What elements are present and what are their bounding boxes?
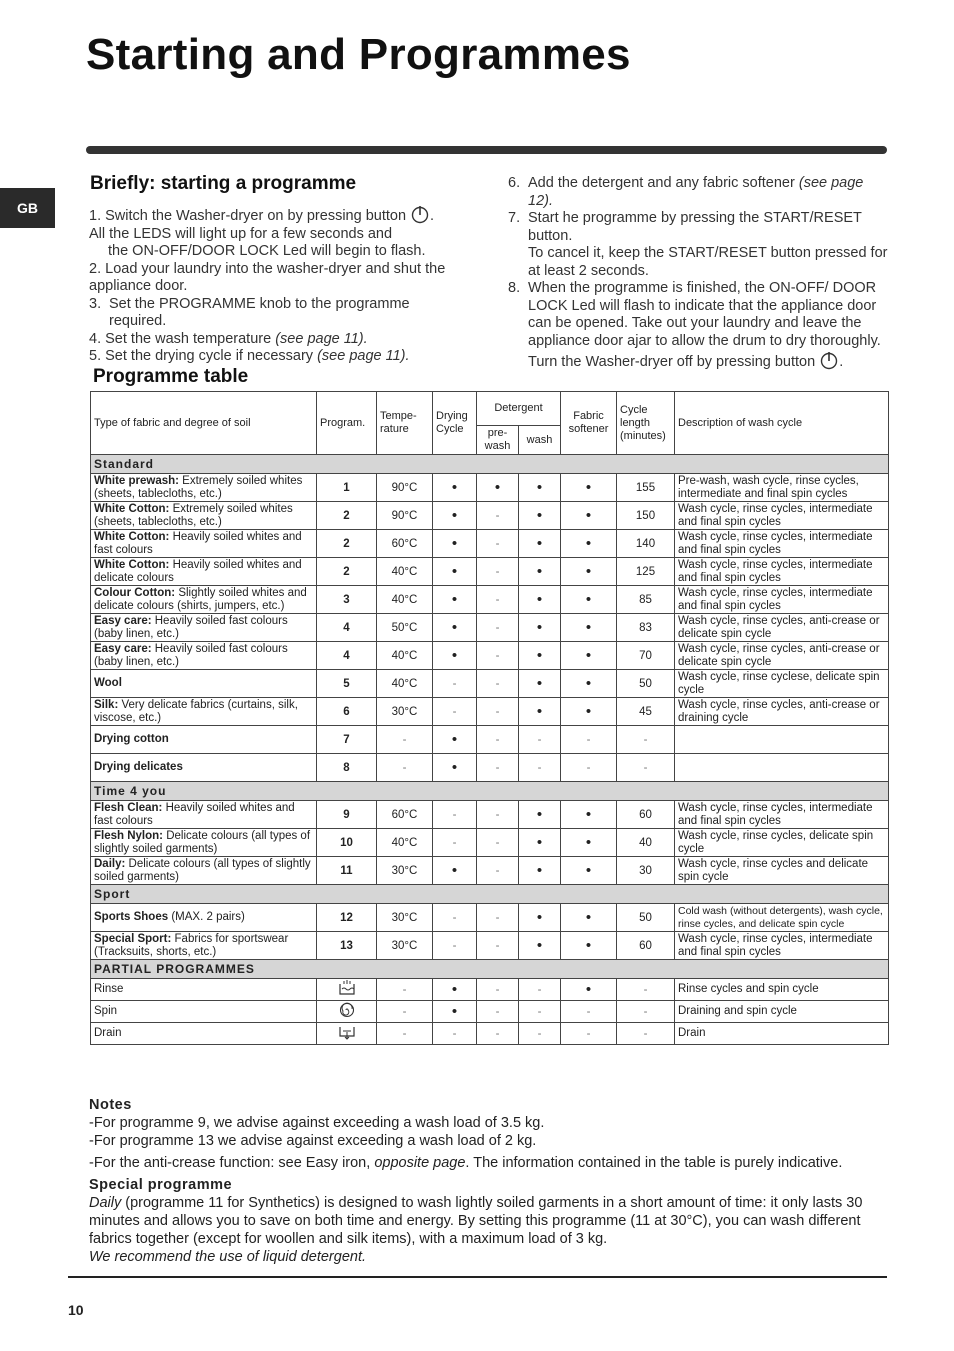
temperature-cell: 90°C <box>377 474 433 502</box>
drying-cell: • <box>433 530 477 558</box>
prewash-cell: - <box>477 614 519 642</box>
table-row <box>91 726 889 754</box>
program-number: 2 <box>317 502 377 530</box>
table-row <box>91 586 889 614</box>
special-programme-heading: Special programme <box>89 1177 233 1193</box>
softener-cell: • <box>561 558 617 586</box>
drying-cell: - <box>433 829 477 857</box>
drying-cell: - <box>433 1023 477 1045</box>
header-cycle-length: Cycle length (minutes) <box>617 392 675 455</box>
fabric-cell: Flesh Clean: Heavily soiled whites and fast colours <box>91 801 317 829</box>
prewash-cell: - <box>477 698 519 726</box>
cycle-length-cell: 140 <box>617 530 675 558</box>
drying-cell: • <box>433 558 477 586</box>
prewash-cell: - <box>477 829 519 857</box>
cycle-length-cell: 45 <box>617 698 675 726</box>
program-number: 6 <box>317 698 377 726</box>
fabric-cell: Flesh Nylon: Delicate colours (all types of slightly soiled garments) <box>91 829 317 857</box>
table-row <box>91 614 889 642</box>
prewash-cell: - <box>477 904 519 932</box>
table-section-header <box>91 885 889 904</box>
softener-cell: • <box>561 670 617 698</box>
temperature-cell: 30°C <box>377 698 433 726</box>
description-cell: Wash cycle, rinse cycles, intermediate and final spin cycles <box>675 586 889 614</box>
temperature-cell: - <box>377 754 433 782</box>
step-8: 8. When the programme is finished, the ON-OFF/ DOOR LOCK Led will flash to indicate that the appliance door can be opened. Take out your laundry and leave the appliance door ajar to allow the drum to dry thoroughly. Turn the Washer-dryer off by pressing button . <box>508 280 881 370</box>
program-number: 12 <box>317 904 377 932</box>
temperature-cell: 40°C <box>377 558 433 586</box>
header-wash: wash <box>519 426 561 455</box>
page-number: 10 <box>68 1302 84 1318</box>
cycle-length-cell: 60 <box>617 801 675 829</box>
step-1: 1. Switch the Washer-dryer on by pressing button . <box>89 204 469 226</box>
cycle-length-cell: - <box>617 979 675 1001</box>
temperature-cell: 60°C <box>377 801 433 829</box>
header-description: Description of wash cycle <box>675 392 889 455</box>
program-number: 4 <box>317 642 377 670</box>
notes-heading: Notes <box>89 1097 132 1113</box>
description-cell: Wash cycle, rinse cyclese, delicate spin cycle <box>675 670 889 698</box>
drying-cell: - <box>433 801 477 829</box>
section-label: Standard <box>91 455 889 474</box>
fabric-cell: Drying delicates <box>91 754 317 782</box>
drying-cell: • <box>433 614 477 642</box>
temperature-cell: 40°C <box>377 642 433 670</box>
softener-cell: • <box>561 979 617 1001</box>
table-row <box>91 1001 889 1023</box>
wash-cell: • <box>519 530 561 558</box>
header-drying: Drying Cycle <box>433 392 477 455</box>
step-2: 2. Load your laundry into the washer-dryer and shut the appliance door. <box>89 260 446 294</box>
description-cell: Wash cycle, rinse cycles, intermediate and final spin cycles <box>675 932 889 960</box>
temperature-cell: - <box>377 1001 433 1023</box>
fabric-cell: White Cotton: Heavily soiled whites and delicate colours <box>91 558 317 586</box>
program-number: 2 <box>317 530 377 558</box>
step-6: 6. Add the detergent and any fabric softener (see page 12). <box>508 175 864 209</box>
description-cell: Wash cycle, rinse cycles, intermediate and final spin cycles <box>675 530 889 558</box>
softener-cell: • <box>561 530 617 558</box>
bottom-rule <box>68 1276 887 1278</box>
description-cell: Wash cycle, rinse cycles, intermediate and final spin cycles <box>675 502 889 530</box>
temperature-cell: - <box>377 979 433 1001</box>
programme-table-heading: Programme table <box>93 366 249 387</box>
table-row <box>91 558 889 586</box>
softener-cell: - <box>561 754 617 782</box>
prewash-cell: - <box>477 754 519 782</box>
step-1-line3: the ON-OFF/DOOR LOCK Led will begin to flash. <box>108 243 426 259</box>
prewash-cell: - <box>477 558 519 586</box>
description-cell: Cold wash (without detergents), wash cycle, rinse cycles, and delicate spin cycle <box>675 904 889 932</box>
cycle-length-cell: 50 <box>617 670 675 698</box>
header-detergent: Detergent <box>477 392 561 426</box>
cycle-length-cell: - <box>617 754 675 782</box>
brief-steps-left <box>89 204 469 366</box>
drying-cell: • <box>433 979 477 1001</box>
drain-icon <box>317 1023 377 1045</box>
prewash-cell: - <box>477 726 519 754</box>
table-row <box>91 829 889 857</box>
description-cell: Pre-wash, wash cycle, rinse cycles, intermediate and final spin cycles <box>675 474 889 502</box>
cycle-length-cell: - <box>617 726 675 754</box>
wash-cell: • <box>519 932 561 960</box>
fabric-cell: Drain <box>91 1023 317 1045</box>
drying-cell: - <box>433 904 477 932</box>
brief-steps-right <box>508 175 888 372</box>
header-prewash: pre-wash <box>477 426 519 455</box>
step-5: 5. Set the drying cycle if necessary (see page 11). <box>89 348 410 364</box>
program-number: 9 <box>317 801 377 829</box>
description-cell: Drain <box>675 1023 889 1045</box>
note-item: -For programme 9, we advise against exceeding a wash load of 3.5 kg. <box>89 1115 545 1131</box>
drying-cell: • <box>433 474 477 502</box>
drying-cell: - <box>433 670 477 698</box>
softener-cell: • <box>561 829 617 857</box>
fabric-cell: Drying cotton <box>91 726 317 754</box>
drying-cell: • <box>433 502 477 530</box>
cycle-length-cell: 150 <box>617 502 675 530</box>
softener-cell: - <box>561 1001 617 1023</box>
wash-cell: • <box>519 904 561 932</box>
program-number: 8 <box>317 754 377 782</box>
wash-cell: - <box>519 1001 561 1023</box>
table-row <box>91 698 889 726</box>
softener-cell: • <box>561 502 617 530</box>
wash-cell: • <box>519 642 561 670</box>
language-tab: GB <box>0 188 55 228</box>
description-cell: Wash cycle, rinse cycles, delicate spin cycle <box>675 829 889 857</box>
programme-table <box>90 391 889 1045</box>
temperature-cell: 30°C <box>377 904 433 932</box>
section-label: PARTIAL PROGRAMMES <box>91 960 889 979</box>
softener-cell: • <box>561 801 617 829</box>
table-row <box>91 502 889 530</box>
fabric-cell: Easy care: Heavily soiled fast colours (baby linen, etc.) <box>91 642 317 670</box>
table-row <box>91 642 889 670</box>
description-cell: Wash cycle, rinse cycles, intermediate and final spin cycles <box>675 801 889 829</box>
drying-cell: • <box>433 586 477 614</box>
prewash-cell: - <box>477 1001 519 1023</box>
temperature-cell: 60°C <box>377 530 433 558</box>
description-cell <box>675 726 889 754</box>
table-row <box>91 474 889 502</box>
table-row <box>91 904 889 932</box>
table-row <box>91 801 889 829</box>
temperature-cell: 40°C <box>377 670 433 698</box>
softener-cell: • <box>561 614 617 642</box>
drying-cell: • <box>433 1001 477 1023</box>
description-cell: Draining and spin cycle <box>675 1001 889 1023</box>
table-row <box>91 1023 889 1045</box>
spin-icon <box>317 1001 377 1023</box>
program-number: 13 <box>317 932 377 960</box>
fabric-cell: Daily: Delicate colours (all types of slightly soiled garments) <box>91 857 317 885</box>
fabric-cell: Sports Shoes (MAX. 2 pairs) <box>91 904 317 932</box>
temperature-cell: 90°C <box>377 502 433 530</box>
softener-cell: - <box>561 1023 617 1045</box>
notes <box>89 1096 889 1266</box>
wash-cell: • <box>519 474 561 502</box>
table-row <box>91 530 889 558</box>
prewash-cell: - <box>477 801 519 829</box>
cycle-length-cell: 85 <box>617 586 675 614</box>
description-cell: Wash cycle, rinse cycles, anti-crease or delicate spin cycle <box>675 642 889 670</box>
page-title: Starting and Programmes <box>86 30 631 79</box>
table-row <box>91 932 889 960</box>
drying-cell: - <box>433 932 477 960</box>
drying-cell: - <box>433 698 477 726</box>
wash-cell: - <box>519 726 561 754</box>
prewash-cell: - <box>477 642 519 670</box>
program-number: 11 <box>317 857 377 885</box>
program-number: 3 <box>317 586 377 614</box>
programme-table-body <box>91 455 889 1045</box>
wash-cell: • <box>519 829 561 857</box>
wash-cell: • <box>519 670 561 698</box>
temperature-cell: 40°C <box>377 829 433 857</box>
cycle-length-cell: 155 <box>617 474 675 502</box>
note-item: -For programme 13 we advise against exceeding a wash load of 2 kg. <box>89 1133 537 1149</box>
softener-cell: - <box>561 726 617 754</box>
wash-cell: • <box>519 857 561 885</box>
drying-cell: • <box>433 642 477 670</box>
drying-cell: • <box>433 726 477 754</box>
table-row <box>91 670 889 698</box>
fabric-cell: Spin <box>91 1001 317 1023</box>
program-number: 2 <box>317 558 377 586</box>
table-row <box>91 979 889 1001</box>
temperature-cell: 30°C <box>377 932 433 960</box>
description-cell: Wash cycle, rinse cycles, intermediate and final spin cycles <box>675 558 889 586</box>
softener-cell: • <box>561 932 617 960</box>
drying-cell: • <box>433 857 477 885</box>
header-fabric: Type of fabric and degree of soil <box>91 392 317 455</box>
fabric-cell: White prewash: Extremely soiled whites (sheets, tablecloths, etc.) <box>91 474 317 502</box>
power-icon <box>410 204 430 224</box>
cycle-length-cell: 60 <box>617 932 675 960</box>
wash-cell: - <box>519 979 561 1001</box>
softener-cell: • <box>561 698 617 726</box>
table-row <box>91 754 889 782</box>
note-anticrease: -For the anti-crease function: see Easy iron, opposite page. The information contained in the table is purely indicative. <box>89 1155 843 1171</box>
wash-cell: • <box>519 558 561 586</box>
wash-cell: • <box>519 614 561 642</box>
prewash-cell: - <box>477 530 519 558</box>
fabric-cell: White Cotton: Extremely soiled whites (sheets, tablecloths, etc.) <box>91 502 317 530</box>
wash-cell: • <box>519 586 561 614</box>
title-rule <box>86 146 887 154</box>
temperature-cell: - <box>377 1023 433 1045</box>
program-number: 7 <box>317 726 377 754</box>
cycle-length-cell: - <box>617 1023 675 1045</box>
fabric-cell: Rinse <box>91 979 317 1001</box>
program-number: 1 <box>317 474 377 502</box>
softener-cell: • <box>561 642 617 670</box>
section-label: Time 4 you <box>91 782 889 801</box>
softener-cell: • <box>561 857 617 885</box>
step-7: 7. Start he programme by pressing the START/RESET button. To cancel it, keep the START/RESET button pressed for at least 2 seconds. <box>508 210 888 279</box>
table-section-header <box>91 960 889 979</box>
rinse-icon <box>317 979 377 1001</box>
softener-cell: • <box>561 586 617 614</box>
cycle-length-cell: - <box>617 1001 675 1023</box>
fabric-cell: Wool <box>91 670 317 698</box>
wash-cell: - <box>519 754 561 782</box>
brief-heading: Briefly: starting a programme <box>90 173 357 194</box>
description-cell <box>675 754 889 782</box>
header-program: Program. <box>317 392 377 455</box>
fabric-cell: Easy care: Heavily soiled fast colours (baby linen, etc.) <box>91 614 317 642</box>
step-1-line2: All the LEDS will light up for a few seconds and <box>89 225 393 242</box>
prewash-cell: - <box>477 979 519 1001</box>
table-section-header <box>91 782 889 801</box>
header-temperature: Tempe-rature <box>377 392 433 455</box>
power-icon <box>819 350 839 370</box>
program-number: 5 <box>317 670 377 698</box>
prewash-cell: - <box>477 932 519 960</box>
fabric-cell: White Cotton: Heavily soiled whites and fast colours <box>91 530 317 558</box>
cycle-length-cell: 30 <box>617 857 675 885</box>
step-3: 3. Set the PROGRAMME knob to the programme required. <box>89 295 410 329</box>
special-programme-text: Daily (programme 11 for Synthetics) is designed to wash lightly soiled garments in a short amount of time: it only lasts 30 minutes and allows you to save on both time and energy. By setting this programme (11 at 30°C), you can wash different fabrics together (except for woollen and silk items), with a maximum load of 3 kg. <box>89 1195 863 1247</box>
description-cell: Wash cycle, rinse cycles, anti-crease or delicate spin cycle <box>675 614 889 642</box>
temperature-cell: 40°C <box>377 586 433 614</box>
fabric-cell: Silk: Very delicate fabrics (curtains, silk, viscose, etc.) <box>91 698 317 726</box>
prewash-cell: - <box>477 857 519 885</box>
description-cell: Wash cycle, rinse cycles and delicate spin cycle <box>675 857 889 885</box>
cycle-length-cell: 50 <box>617 904 675 932</box>
table-section-header <box>91 455 889 474</box>
program-number: 4 <box>317 614 377 642</box>
cycle-length-cell: 83 <box>617 614 675 642</box>
header-softener: Fabric softener <box>561 392 617 455</box>
drying-cell: • <box>433 754 477 782</box>
table-row <box>91 857 889 885</box>
temperature-cell: 30°C <box>377 857 433 885</box>
softener-cell: • <box>561 904 617 932</box>
prewash-cell: - <box>477 670 519 698</box>
wash-cell: • <box>519 801 561 829</box>
section-label: Sport <box>91 885 889 904</box>
softener-cell: • <box>561 474 617 502</box>
wash-cell: • <box>519 698 561 726</box>
temperature-cell: 50°C <box>377 614 433 642</box>
wash-cell: • <box>519 502 561 530</box>
prewash-cell: - <box>477 1023 519 1045</box>
program-number: 10 <box>317 829 377 857</box>
step-4: 4. Set the wash temperature (see page 11). <box>89 330 368 347</box>
cycle-length-cell: 125 <box>617 558 675 586</box>
temperature-cell: - <box>377 726 433 754</box>
cycle-length-cell: 70 <box>617 642 675 670</box>
description-cell: Rinse cycles and spin cycle <box>675 979 889 1001</box>
special-programme-note: We recommend the use of liquid detergent. <box>89 1249 367 1265</box>
wash-cell: - <box>519 1023 561 1045</box>
fabric-cell: Colour Cotton: Slightly soiled whites and delicate colours (shirts, jumpers, etc.) <box>91 586 317 614</box>
fabric-cell: Special Sport: Fabrics for sportswear (Tracksuits, shorts, etc.) <box>91 932 317 960</box>
description-cell: Wash cycle, rinse cycles, anti-crease or draining cycle <box>675 698 889 726</box>
prewash-cell: - <box>477 502 519 530</box>
cycle-length-cell: 40 <box>617 829 675 857</box>
prewash-cell: • <box>477 474 519 502</box>
prewash-cell: - <box>477 586 519 614</box>
